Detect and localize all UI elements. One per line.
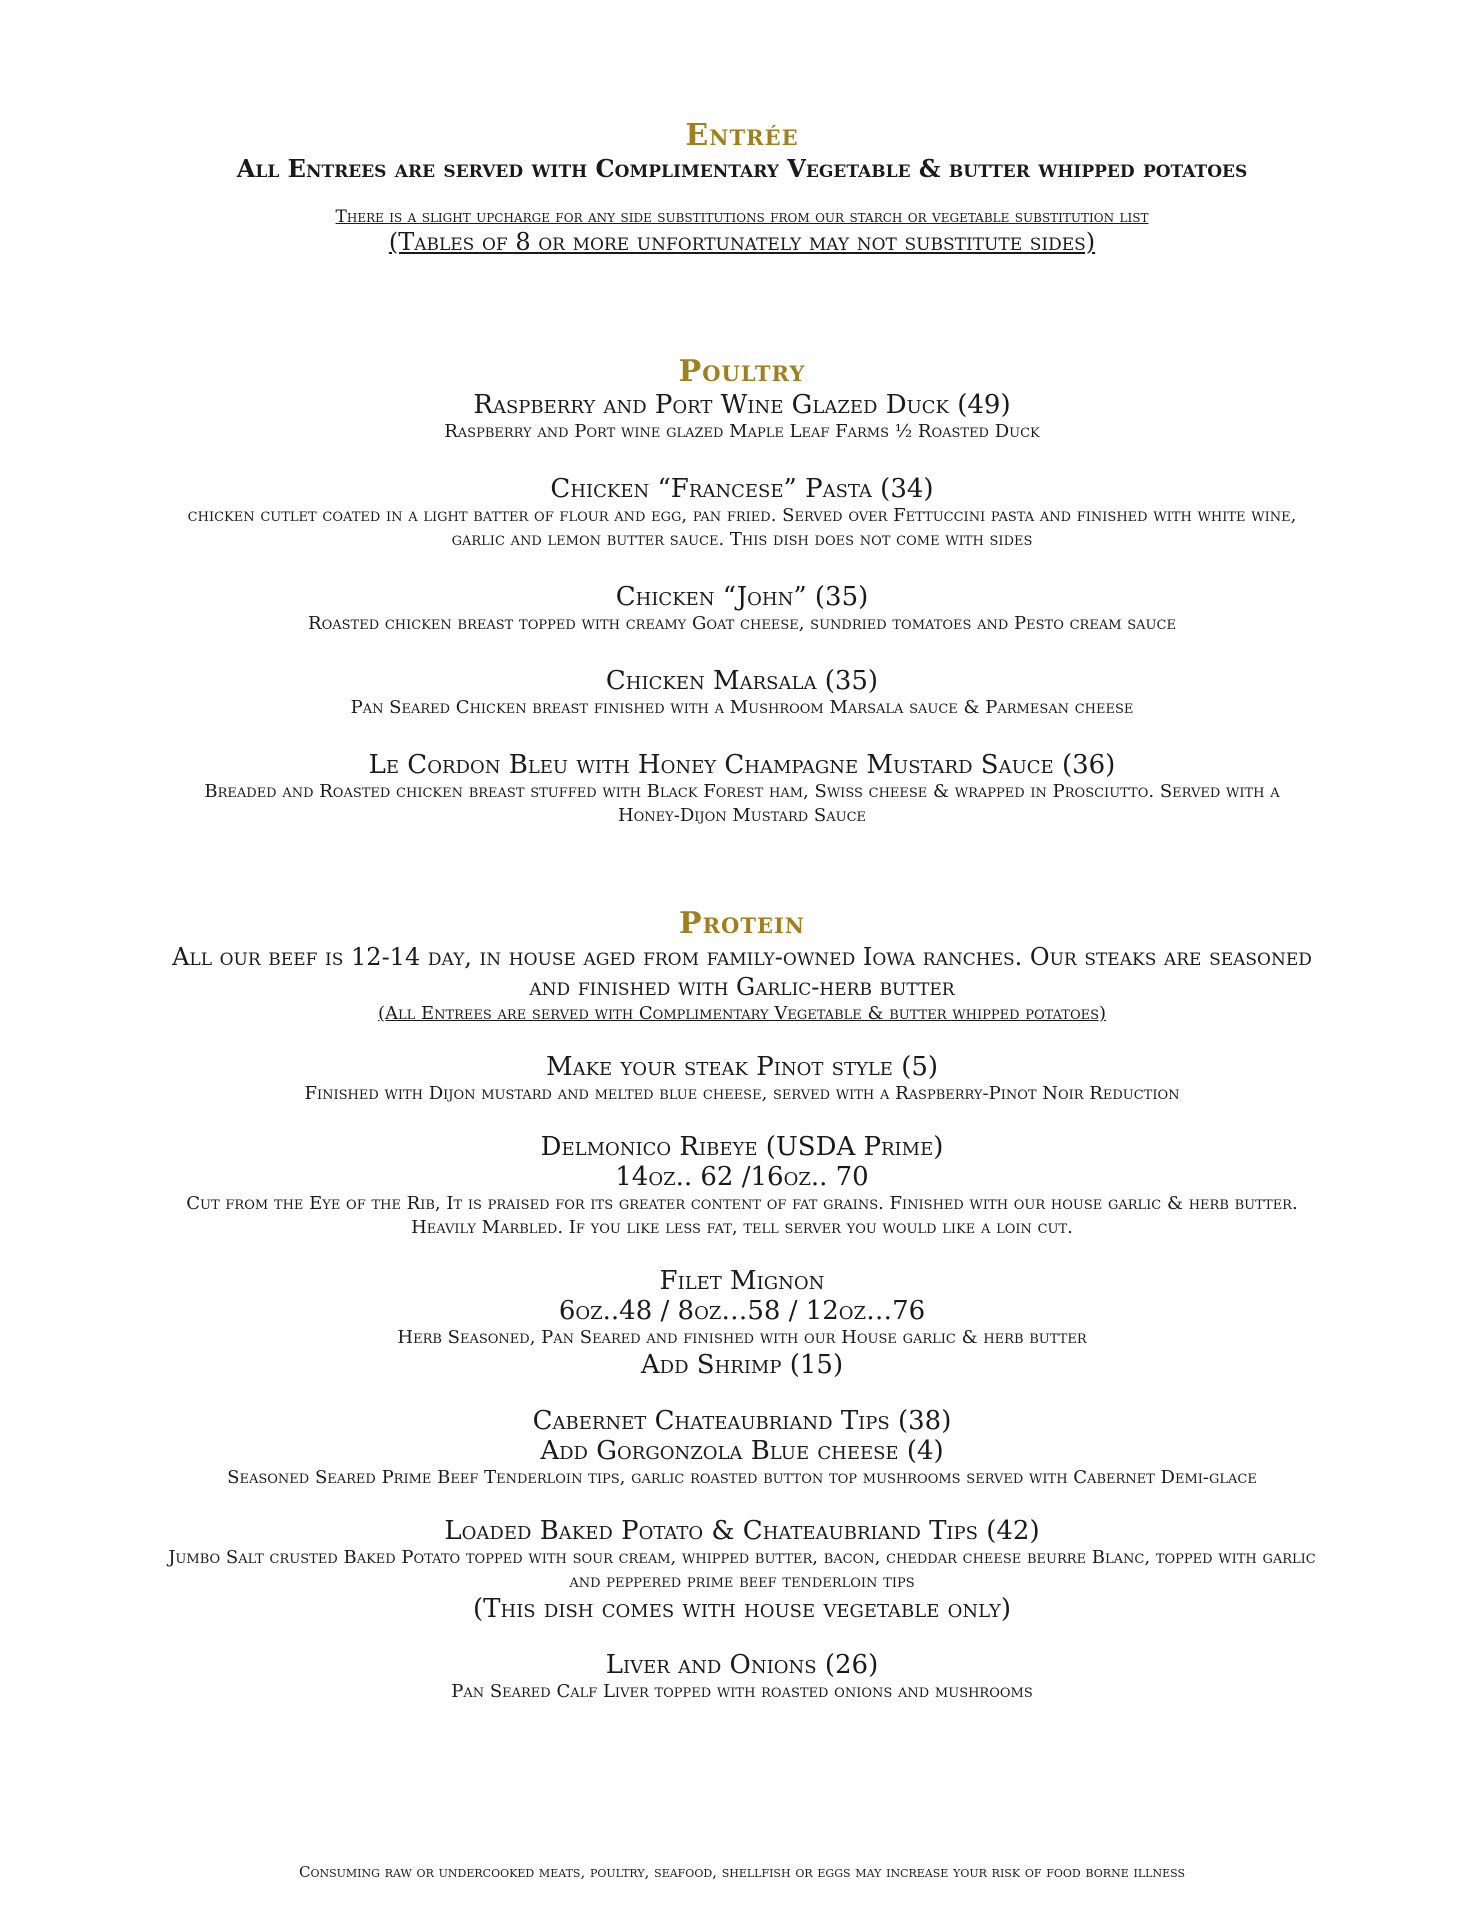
item-title: Raspberry and Port Wine Glazed Duck (49) — [473, 390, 1011, 420]
menu-item — [0, 1052, 1484, 1106]
food-safety-disclaimer: Consuming raw or undercooked meats, poultry, seafood, shellfish or eggs may increase your risk of food borne illness — [298, 1863, 1185, 1881]
item-title: Chicken Marsala (35) — [605, 666, 879, 696]
substitution-upcharge-note: There is a slight upcharge for any side substitutions from our starch or vegetable substitution list — [335, 207, 1149, 227]
item-title: Loaded Baked Potato & Chateaubriand Tips (42) — [444, 1516, 1040, 1546]
item-description: Pan Seared Calf Liver topped with roasted onions and mushrooms — [451, 1681, 1033, 1702]
item-title: Le Cordon Bleu with Honey Champagne Mustard Sauce (36) — [368, 750, 1116, 780]
item-title: Filet Mignon — [659, 1266, 825, 1296]
item-description: Pan Seared Chicken breast finished with a Mushroom Marsala sauce & Parmesan cheese — [350, 697, 1134, 718]
item-title: Chicken “John” (35) — [615, 582, 869, 612]
menu-item — [0, 1266, 1484, 1380]
item-description: Seasoned Seared Prime Beef Tenderloin tips, garlic roasted button top mushrooms served with Cabernet Demi-glace — [227, 1467, 1257, 1488]
item-description: Herb Seasoned, Pan Seared and finished with our House garlic & herb butter — [397, 1327, 1087, 1348]
menu-item — [0, 1406, 1484, 1490]
menu-item — [0, 750, 1484, 828]
item-title: Liver and Onions (26) — [605, 1650, 879, 1680]
item-description: chicken cutlet coated in a light batter of flour and egg, pan fried. Served over Fettuccini pasta and finished with white wine, garlic and lemon butter sauce. This dish does not come with sides — [187, 505, 1297, 550]
entree-served-with: All Entrees are served with Complimentary Vegetable & butter whipped potatoes — [236, 154, 1248, 183]
poultry-section — [0, 354, 1484, 828]
item-description: Roasted chicken breast topped with creamy Goat cheese, sundried tomatoes and Pesto cream sauce — [308, 613, 1176, 634]
poultry-heading: Poultry — [678, 354, 806, 389]
item-price: 6oz..48 / 8oz…58 / 12oz…76 — [558, 1296, 926, 1326]
entree-section — [0, 118, 1484, 256]
item-description: Finished with Dijon mustard and melted blue cheese, served with a Raspberry-Pinot Noir Reduction — [304, 1083, 1180, 1104]
menu-item — [0, 1516, 1484, 1624]
menu-item — [0, 474, 1484, 552]
item-description: Raspberry and Port wine glazed Maple Leaf Farms ½ Roasted Duck — [444, 421, 1040, 442]
item-description: Jumbo Salt crusted Baked Potato topped with sour cream, whipped butter, bacon, cheddar cheese beurre Blanc, topped with garlic and peppered prime beef tenderloin tips — [168, 1547, 1316, 1592]
item-title: Make your steak Pinot style (5) — [545, 1052, 939, 1082]
item-title: Delmonico Ribeye (USDA Prime) — [540, 1132, 944, 1162]
item-note: (This dish comes with house vegetable only) — [473, 1594, 1011, 1624]
item-price: 14oz.. 62 /16oz.. 70 — [615, 1162, 869, 1192]
item-description: Breaded and Roasted chicken breast stuffed with Black Forest ham, Swiss cheese & wrapped in Prosciutto. Served with a Honey-Dijon Mustard Sauce — [204, 781, 1280, 826]
protein-intro: All our beef is 12-14 day, in house aged from family-owned Iowa ranches. Our steaks are seasoned and finished with Garlic-herb butter — [172, 943, 1312, 1001]
menu-item — [0, 1650, 1484, 1704]
protein-section — [0, 906, 1484, 1704]
protein-intro-note: (All Entrees are served with Complimentary Vegetable & butter whipped potatoes) — [377, 1003, 1107, 1024]
item-addon: Add Shrimp (15) — [640, 1350, 844, 1380]
tables-of-8-note: (Tables of 8 or more unfortunately may not substitute sides) — [388, 228, 1096, 256]
item-description-2: Heavily Marbled. If you like less fat, tell server you would like a loin cut. — [411, 1217, 1073, 1238]
item-title: Chicken “Francese” Pasta (34) — [550, 474, 934, 504]
protein-heading: Protein — [679, 906, 805, 941]
item-addon: Add Gorgonzola Blue cheese (4) — [540, 1436, 944, 1466]
menu-item — [0, 1132, 1484, 1240]
menu-item — [0, 666, 1484, 720]
item-description: Cut from the Eye of the Rib, It is praised for its greater content of fat grains. Finished with our house garlic & herb butter. — [186, 1193, 1298, 1214]
entree-heading: Entrée — [685, 118, 799, 153]
item-title: Cabernet Chateaubriand Tips (38) — [532, 1406, 952, 1436]
menu-item — [0, 582, 1484, 636]
menu-item — [0, 390, 1484, 444]
